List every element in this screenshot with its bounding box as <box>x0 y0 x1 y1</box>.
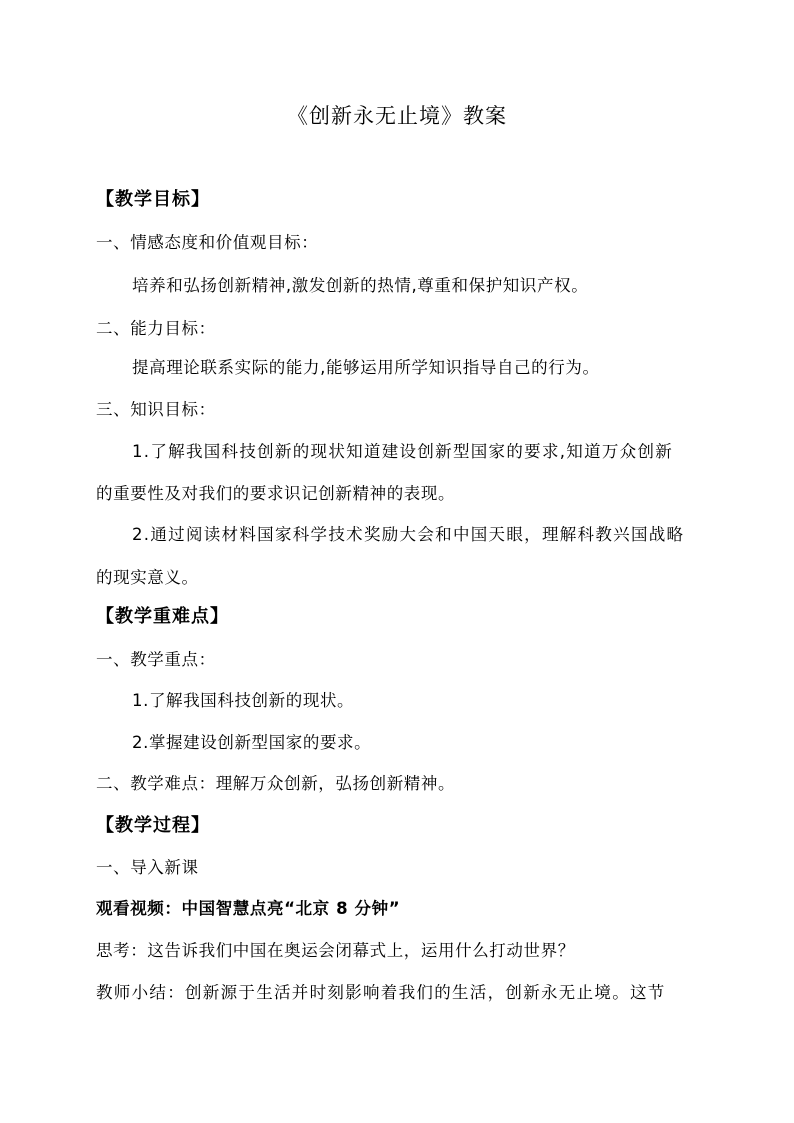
process-video: 观看视频：中国智慧点亮“北京 8 分钟” <box>96 899 401 918</box>
process-item1-heading: 一、导入新课 <box>96 858 199 877</box>
document-title: 《创新永无止境》教案 <box>287 104 507 128</box>
section-heading-process: 【教学过程】 <box>96 815 210 836</box>
section-heading-goals: 【教学目标】 <box>96 189 210 210</box>
goals-item1-text: 培养和弘扬创新精神,激发创新的热情,尊重和保护知识产权。 <box>132 276 589 295</box>
goals-item3-point2-line2: 的现实意义。 <box>96 568 199 587</box>
key-points-item2: 二、教学难点：理解万众创新，弘扬创新精神。 <box>96 774 456 793</box>
goals-item1-heading: 一、情感态度和价值观目标： <box>96 233 319 252</box>
goals-item3-point2-line1: 2.通过阅读材料国家科学技术奖励大会和中国天眼，理解科教兴国战略 <box>132 525 685 544</box>
goals-item3-point1-line2: 的重要性及对我们的要求识记创新精神的表现。 <box>96 484 456 503</box>
key-points-item1-heading: 一、教学重点： <box>96 650 216 669</box>
key-points-item1-point2: 2.掌握建设创新型国家的要求。 <box>132 733 372 752</box>
key-points-item1-point1: 1.了解我国科技创新的现状。 <box>132 691 355 710</box>
process-think: 思考：这告诉我们中国在奥运会闭幕式上，运用什么打动世界？ <box>96 941 575 960</box>
process-summary: 教师小结：创新源于生活并时刻影响着我们的生活，创新永无止境。这节 <box>96 983 666 1002</box>
goals-item3-point1-line1: 1.了解我国科技创新的现状知道建设创新型国家的要求,知道万众创新 <box>132 442 674 461</box>
section-heading-key-points: 【教学重难点】 <box>96 606 229 627</box>
goals-item2-heading: 二、能力目标： <box>96 319 216 338</box>
goals-item2-text: 提高理论联系实际的能力,能够运用所学知识指导自己的行为。 <box>132 358 600 377</box>
goals-item3-heading: 三、知识目标： <box>96 400 216 419</box>
